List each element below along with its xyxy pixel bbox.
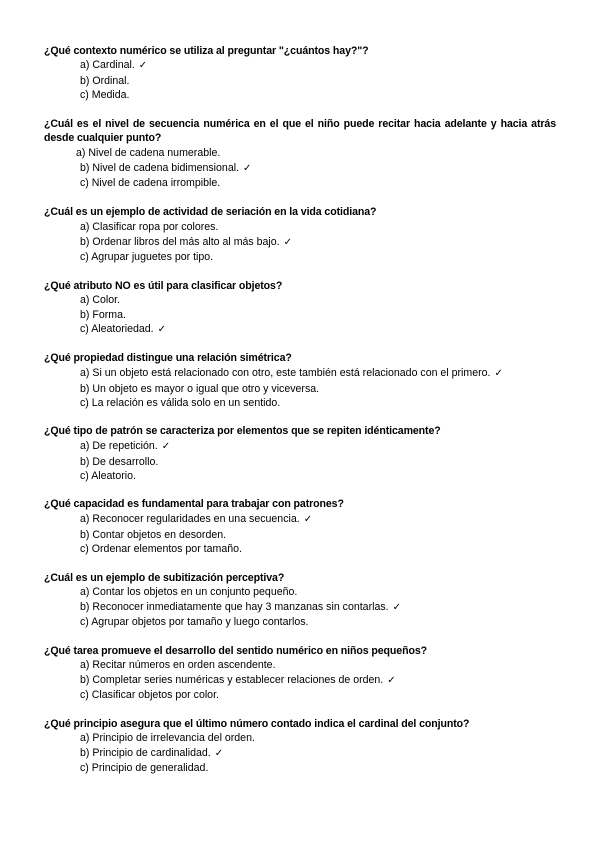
answer-option bbox=[80, 293, 570, 308]
answer-option bbox=[80, 615, 570, 630]
answer-option bbox=[80, 220, 570, 235]
answer-option bbox=[80, 382, 570, 397]
option-text: Reconocer regularidades en una secuencia. bbox=[92, 513, 300, 525]
answer-option bbox=[76, 146, 570, 161]
option-letter: b) bbox=[80, 528, 90, 541]
question-9-text: ¿Qué tarea promueve el desarrollo del sentido numérico en niños pequeños? bbox=[44, 645, 427, 657]
answer-option bbox=[80, 235, 570, 251]
option-letter: c) bbox=[80, 397, 89, 410]
question-4-text: ¿Qué atributo NO es útil para clasificar objetos? bbox=[44, 280, 283, 292]
option-letter: c) bbox=[80, 689, 89, 702]
answer-option bbox=[80, 161, 570, 177]
checkmark-icon: ✓ bbox=[161, 441, 171, 452]
checkmark-icon: ✓ bbox=[494, 368, 503, 379]
checkmark-icon: ✓ bbox=[214, 747, 224, 759]
option-text: Agrupar objetos por tamaño y luego contarlos. bbox=[91, 616, 309, 629]
option-letter: b) bbox=[80, 746, 90, 759]
question-4-options bbox=[80, 293, 570, 338]
checkmark-icon: ✓ bbox=[392, 601, 401, 613]
answer-option bbox=[80, 512, 570, 528]
option-letter: a) bbox=[80, 586, 90, 598]
option-letter: b) bbox=[80, 455, 90, 468]
option-letter: b) bbox=[80, 161, 90, 174]
question-6-options bbox=[80, 439, 570, 484]
option-letter: c) bbox=[80, 470, 89, 483]
option-text: Recitar números en orden ascendente. bbox=[92, 659, 276, 671]
checkmark-icon: ✓ bbox=[157, 324, 167, 336]
answer-option bbox=[80, 761, 570, 776]
answer-option bbox=[80, 58, 570, 74]
option-text: Ordenar libros del más alto al más bajo. bbox=[92, 235, 280, 248]
question-5-text: ¿Qué propiedad distingue una relación simétrica? bbox=[44, 352, 292, 364]
option-letter: a) bbox=[80, 59, 90, 71]
option-text: Aleatorio. bbox=[91, 470, 136, 483]
option-letter: a) bbox=[80, 367, 90, 379]
question-5-options bbox=[80, 366, 570, 411]
option-text: Si un objeto está relacionado con otro, este también está relacionado con el primero. bbox=[92, 367, 491, 379]
option-text: Reconocer inmediatamente que hay 3 manzanas sin contarlas. bbox=[92, 600, 389, 613]
answer-option bbox=[80, 322, 570, 338]
option-letter: c) bbox=[80, 616, 89, 629]
answer-option bbox=[80, 88, 570, 103]
answer-option bbox=[80, 658, 570, 673]
option-text: Cardinal. bbox=[92, 59, 135, 71]
option-text: Clasificar objetos por color. bbox=[91, 689, 219, 702]
option-letter: b) bbox=[80, 673, 90, 686]
option-text: Medida. bbox=[91, 89, 130, 102]
option-letter: a) bbox=[80, 732, 90, 744]
question-6-text: ¿Qué tipo de patrón se caracteriza por elementos que se repiten idénticamente? bbox=[44, 425, 441, 437]
option-text: Completar series numéricas y establecer relaciones de orden. bbox=[92, 673, 384, 686]
option-letter: a) bbox=[76, 147, 86, 159]
question-9-options bbox=[80, 658, 570, 703]
question-7-text: ¿Qué capacidad es fundamental para trabajar con patrones? bbox=[44, 498, 344, 510]
answer-option bbox=[80, 74, 570, 89]
answer-option bbox=[80, 731, 570, 746]
question-1-options bbox=[80, 58, 570, 103]
option-text: Principio de cardinalidad. bbox=[92, 746, 211, 759]
option-letter: a) bbox=[80, 221, 90, 233]
option-text: Color. bbox=[92, 294, 121, 306]
question-2-options bbox=[76, 146, 570, 191]
question-3-text: ¿Cuál es un ejemplo de actividad de seriación en la vida cotidiana? bbox=[44, 206, 377, 218]
answer-option bbox=[80, 455, 570, 470]
option-text: Ordinal. bbox=[92, 74, 130, 87]
answer-option bbox=[80, 600, 570, 616]
answer-option bbox=[80, 542, 570, 557]
option-text: Nivel de cadena numerable. bbox=[88, 147, 221, 159]
answer-option bbox=[80, 396, 570, 411]
option-text: Agrupar juguetes por tipo. bbox=[91, 251, 214, 264]
option-letter: b) bbox=[80, 74, 90, 87]
checkmark-icon: ✓ bbox=[303, 514, 313, 525]
option-text: La relación es válida solo en un sentido. bbox=[91, 397, 281, 410]
question-10-text: ¿Qué principio asegura que el último número contado indica el cardinal del conjunto? bbox=[44, 718, 470, 730]
option-letter: a) bbox=[80, 440, 90, 452]
answer-option bbox=[80, 469, 570, 484]
answer-option bbox=[80, 688, 570, 703]
option-letter: c) bbox=[80, 251, 89, 264]
question-2-text: ¿Cuál es el nivel de secuencia numérica en el que el niño puede recitar hacia adelante y hacia atrás desde cualquier punto? bbox=[44, 118, 556, 144]
question-10-options bbox=[80, 731, 570, 776]
option-text: Contar los objetos en un conjunto pequeño. bbox=[92, 586, 298, 598]
option-letter: a) bbox=[80, 294, 90, 306]
option-letter: b) bbox=[80, 235, 90, 248]
answer-option bbox=[80, 366, 570, 382]
option-letter: c) bbox=[80, 89, 89, 102]
checkmark-icon: ✓ bbox=[283, 236, 293, 248]
option-text: Principio de irrelevancia del orden. bbox=[92, 732, 255, 744]
answer-option bbox=[80, 250, 570, 265]
option-letter: c) bbox=[80, 762, 89, 775]
option-letter: c) bbox=[80, 323, 89, 336]
option-text: Ordenar elementos por tamaño. bbox=[91, 543, 242, 556]
question-1-text: ¿Qué contexto numérico se utiliza al preguntar "¿cuántos hay?"? bbox=[44, 45, 369, 57]
option-letter: c) bbox=[80, 543, 89, 556]
checkmark-icon: ✓ bbox=[243, 162, 252, 174]
option-letter: b) bbox=[80, 308, 90, 321]
option-text: De repetición. bbox=[92, 440, 158, 452]
option-letter: c) bbox=[80, 177, 89, 190]
option-letter: b) bbox=[80, 382, 90, 395]
option-letter: a) bbox=[80, 659, 90, 671]
question-7-options bbox=[80, 512, 570, 557]
option-letter: b) bbox=[80, 600, 90, 613]
answer-option bbox=[80, 528, 570, 543]
question-8-text: ¿Cuál es un ejemplo de subitización perceptiva? bbox=[44, 572, 285, 584]
option-text: Contar objetos en desorden. bbox=[92, 528, 227, 541]
option-text: Nivel de cadena irrompible. bbox=[91, 177, 221, 190]
answer-option bbox=[80, 176, 570, 191]
option-letter: a) bbox=[80, 513, 90, 525]
question-8-options bbox=[80, 585, 570, 630]
answer-option bbox=[80, 308, 570, 323]
option-text: Clasificar ropa por colores. bbox=[92, 221, 219, 233]
option-text: Principio de generalidad. bbox=[91, 762, 209, 775]
option-text: Nivel de cadena bidimensional. bbox=[92, 161, 240, 174]
answer-option bbox=[80, 673, 570, 689]
checkmark-icon: ✓ bbox=[138, 60, 148, 71]
option-text: Forma. bbox=[92, 308, 126, 321]
option-text: De desarrollo. bbox=[92, 455, 159, 468]
checkmark-icon: ✓ bbox=[387, 674, 396, 686]
answer-option bbox=[80, 585, 570, 600]
answer-option bbox=[80, 746, 570, 762]
option-text: Aleatoriedad. bbox=[91, 323, 154, 336]
question-3-options bbox=[80, 220, 570, 265]
answer-option bbox=[80, 439, 570, 455]
option-text: Un objeto es mayor o igual que otro y viceversa. bbox=[92, 382, 320, 395]
